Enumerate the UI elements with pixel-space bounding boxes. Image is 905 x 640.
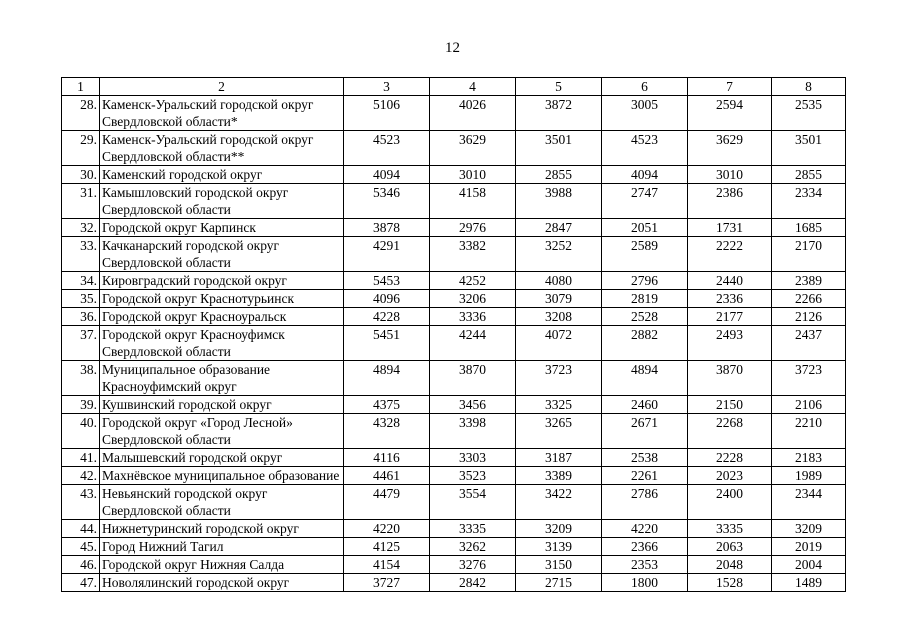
value-cell: 2268 xyxy=(688,414,772,449)
municipality-name: Камышловский городской округ Свердловской области xyxy=(100,184,344,219)
municipality-name: Городской округ Красноуфимск Свердловской области xyxy=(100,326,344,361)
value-cell: 4244 xyxy=(430,326,516,361)
municipality-name: Кировградский городской округ xyxy=(100,272,344,290)
value-cell: 3727 xyxy=(344,574,430,592)
value-cell: 2538 xyxy=(602,449,688,467)
value-cell: 3265 xyxy=(516,414,602,449)
value-cell: 2855 xyxy=(772,166,846,184)
value-cell: 3523 xyxy=(430,467,516,485)
row-number: 38. xyxy=(62,361,100,396)
value-cell: 3209 xyxy=(516,520,602,538)
value-cell: 4291 xyxy=(344,237,430,272)
value-cell: 2882 xyxy=(602,326,688,361)
header-row xyxy=(62,78,846,96)
header-cell: 1 xyxy=(62,78,100,96)
value-cell: 2440 xyxy=(688,272,772,290)
value-cell: 2023 xyxy=(688,467,772,485)
value-cell: 4252 xyxy=(430,272,516,290)
municipality-name: Каменск-Уральский городской округ Свердловской области** xyxy=(100,131,344,166)
value-cell: 2389 xyxy=(772,272,846,290)
municipality-name: Каменск-Уральский городской округ Свердловской области* xyxy=(100,96,344,131)
table-row xyxy=(62,467,846,485)
value-cell: 2528 xyxy=(602,308,688,326)
municipality-name: Городской округ Красноуральск xyxy=(100,308,344,326)
table-row xyxy=(62,166,846,184)
value-cell: 3988 xyxy=(516,184,602,219)
municipality-name: Нижнетуринский городской округ xyxy=(100,520,344,538)
table-row xyxy=(62,538,846,556)
row-number: 37. xyxy=(62,326,100,361)
value-cell: 3870 xyxy=(688,361,772,396)
table-row xyxy=(62,237,846,272)
value-cell: 4220 xyxy=(602,520,688,538)
value-cell: 2063 xyxy=(688,538,772,556)
value-cell: 3252 xyxy=(516,237,602,272)
row-number: 41. xyxy=(62,449,100,467)
value-cell: 4375 xyxy=(344,396,430,414)
municipality-name: Новолялинский городской округ xyxy=(100,574,344,592)
value-cell: 4220 xyxy=(344,520,430,538)
value-cell: 2366 xyxy=(602,538,688,556)
value-cell: 2715 xyxy=(516,574,602,592)
value-cell: 2344 xyxy=(772,485,846,520)
value-cell: 2261 xyxy=(602,467,688,485)
municipality-name: Махнёвское муниципальное образование xyxy=(100,467,344,485)
header-cell: 3 xyxy=(344,78,430,96)
table-row xyxy=(62,96,846,131)
value-cell: 5106 xyxy=(344,96,430,131)
value-cell: 2210 xyxy=(772,414,846,449)
row-number: 42. xyxy=(62,467,100,485)
table-row xyxy=(62,520,846,538)
value-cell: 3501 xyxy=(516,131,602,166)
value-cell: 4523 xyxy=(344,131,430,166)
row-number: 33. xyxy=(62,237,100,272)
row-number: 36. xyxy=(62,308,100,326)
row-number: 43. xyxy=(62,485,100,520)
value-cell: 3629 xyxy=(688,131,772,166)
value-cell: 5346 xyxy=(344,184,430,219)
row-number: 29. xyxy=(62,131,100,166)
value-cell: 2594 xyxy=(688,96,772,131)
value-cell: 2048 xyxy=(688,556,772,574)
value-cell: 3010 xyxy=(688,166,772,184)
value-cell: 3276 xyxy=(430,556,516,574)
header-cell: 7 xyxy=(688,78,772,96)
table-row xyxy=(62,361,846,396)
value-cell: 3303 xyxy=(430,449,516,467)
page-number: 12 xyxy=(445,40,460,56)
value-cell: 4154 xyxy=(344,556,430,574)
value-cell: 3208 xyxy=(516,308,602,326)
table-row xyxy=(62,308,846,326)
header-cell: 8 xyxy=(772,78,846,96)
row-number: 47. xyxy=(62,574,100,592)
value-cell: 3335 xyxy=(430,520,516,538)
value-cell: 3456 xyxy=(430,396,516,414)
value-cell: 2019 xyxy=(772,538,846,556)
value-cell: 4125 xyxy=(344,538,430,556)
municipality-name: Муниципальное образование Красноуфимский округ xyxy=(100,361,344,396)
table-row xyxy=(62,184,846,219)
value-cell: 4328 xyxy=(344,414,430,449)
municipality-name: Городской округ «Город Лесной» Свердловской области xyxy=(100,414,344,449)
value-cell: 3872 xyxy=(516,96,602,131)
value-cell: 4094 xyxy=(602,166,688,184)
value-cell: 3325 xyxy=(516,396,602,414)
value-cell: 3005 xyxy=(602,96,688,131)
header-cell: 6 xyxy=(602,78,688,96)
value-cell: 2353 xyxy=(602,556,688,574)
row-number: 44. xyxy=(62,520,100,538)
table-row xyxy=(62,414,846,449)
value-cell: 2170 xyxy=(772,237,846,272)
table-row xyxy=(62,131,846,166)
value-cell: 2183 xyxy=(772,449,846,467)
row-number: 30. xyxy=(62,166,100,184)
value-cell: 3262 xyxy=(430,538,516,556)
value-cell: 4096 xyxy=(344,290,430,308)
value-cell: 3187 xyxy=(516,449,602,467)
value-cell: 2150 xyxy=(688,396,772,414)
value-cell: 3389 xyxy=(516,467,602,485)
row-number: 45. xyxy=(62,538,100,556)
value-cell: 4116 xyxy=(344,449,430,467)
value-cell: 3336 xyxy=(430,308,516,326)
value-cell: 3501 xyxy=(772,131,846,166)
value-cell: 2589 xyxy=(602,237,688,272)
value-cell: 2334 xyxy=(772,184,846,219)
value-cell: 2671 xyxy=(602,414,688,449)
value-cell: 2400 xyxy=(688,485,772,520)
value-cell: 4894 xyxy=(344,361,430,396)
value-cell: 2228 xyxy=(688,449,772,467)
municipality-name: Город Нижний Тагил xyxy=(100,538,344,556)
table-row xyxy=(62,219,846,237)
municipality-name: Малышевский городской округ xyxy=(100,449,344,467)
value-cell: 1731 xyxy=(688,219,772,237)
value-cell: 2051 xyxy=(602,219,688,237)
value-cell: 3723 xyxy=(516,361,602,396)
value-cell: 2819 xyxy=(602,290,688,308)
value-cell: 5453 xyxy=(344,272,430,290)
value-cell: 1489 xyxy=(772,574,846,592)
municipality-name: Каменский городской округ xyxy=(100,166,344,184)
value-cell: 4094 xyxy=(344,166,430,184)
value-cell: 3010 xyxy=(430,166,516,184)
row-number: 31. xyxy=(62,184,100,219)
value-cell: 2460 xyxy=(602,396,688,414)
row-number: 28. xyxy=(62,96,100,131)
value-cell: 2177 xyxy=(688,308,772,326)
value-cell: 4461 xyxy=(344,467,430,485)
table-row xyxy=(62,272,846,290)
value-cell: 2855 xyxy=(516,166,602,184)
value-cell: 3554 xyxy=(430,485,516,520)
municipality-name: Городской округ Краснотурьинск xyxy=(100,290,344,308)
header-cell: 4 xyxy=(430,78,516,96)
value-cell: 1528 xyxy=(688,574,772,592)
value-cell: 2004 xyxy=(772,556,846,574)
value-cell: 3209 xyxy=(772,520,846,538)
value-cell: 2437 xyxy=(772,326,846,361)
value-cell: 4894 xyxy=(602,361,688,396)
header-cell: 5 xyxy=(516,78,602,96)
value-cell: 3206 xyxy=(430,290,516,308)
value-cell: 2386 xyxy=(688,184,772,219)
value-cell: 3150 xyxy=(516,556,602,574)
value-cell: 2336 xyxy=(688,290,772,308)
value-cell: 3139 xyxy=(516,538,602,556)
municipality-name: Кушвинский городской округ xyxy=(100,396,344,414)
value-cell: 2796 xyxy=(602,272,688,290)
value-cell: 2222 xyxy=(688,237,772,272)
row-number: 34. xyxy=(62,272,100,290)
row-number: 32. xyxy=(62,219,100,237)
value-cell: 2535 xyxy=(772,96,846,131)
value-cell: 3079 xyxy=(516,290,602,308)
value-cell: 4026 xyxy=(430,96,516,131)
row-number: 35. xyxy=(62,290,100,308)
value-cell: 4158 xyxy=(430,184,516,219)
value-cell: 1989 xyxy=(772,467,846,485)
value-cell: 4479 xyxy=(344,485,430,520)
table-row xyxy=(62,449,846,467)
value-cell: 4072 xyxy=(516,326,602,361)
value-cell: 3422 xyxy=(516,485,602,520)
value-cell: 5451 xyxy=(344,326,430,361)
value-cell: 2266 xyxy=(772,290,846,308)
municipality-name: Городской округ Карпинск xyxy=(100,219,344,237)
value-cell: 3382 xyxy=(430,237,516,272)
value-cell: 1685 xyxy=(772,219,846,237)
municipality-name: Качканарский городской округ Свердловской области xyxy=(100,237,344,272)
value-cell: 2847 xyxy=(516,219,602,237)
value-cell: 3870 xyxy=(430,361,516,396)
value-cell: 2106 xyxy=(772,396,846,414)
value-cell: 4228 xyxy=(344,308,430,326)
municipality-name: Городской округ Нижняя Салда xyxy=(100,556,344,574)
table-row xyxy=(62,556,846,574)
value-cell: 3629 xyxy=(430,131,516,166)
value-cell: 3335 xyxy=(688,520,772,538)
table-row xyxy=(62,290,846,308)
row-number: 40. xyxy=(62,414,100,449)
value-cell: 1800 xyxy=(602,574,688,592)
table-row xyxy=(62,574,846,592)
value-cell: 3878 xyxy=(344,219,430,237)
table-row xyxy=(62,485,846,520)
value-cell: 3723 xyxy=(772,361,846,396)
table-row xyxy=(62,326,846,361)
row-number: 39. xyxy=(62,396,100,414)
value-cell: 2126 xyxy=(772,308,846,326)
value-cell: 2842 xyxy=(430,574,516,592)
value-cell: 4080 xyxy=(516,272,602,290)
value-cell: 2976 xyxy=(430,219,516,237)
header-cell: 2 xyxy=(100,78,344,96)
value-cell: 2786 xyxy=(602,485,688,520)
value-cell: 2747 xyxy=(602,184,688,219)
value-cell: 2493 xyxy=(688,326,772,361)
value-cell: 3398 xyxy=(430,414,516,449)
value-cell: 4523 xyxy=(602,131,688,166)
municipality-name: Невьянский городской округ Свердловской области xyxy=(100,485,344,520)
table-row xyxy=(62,396,846,414)
row-number: 46. xyxy=(62,556,100,574)
data-table xyxy=(61,77,846,592)
